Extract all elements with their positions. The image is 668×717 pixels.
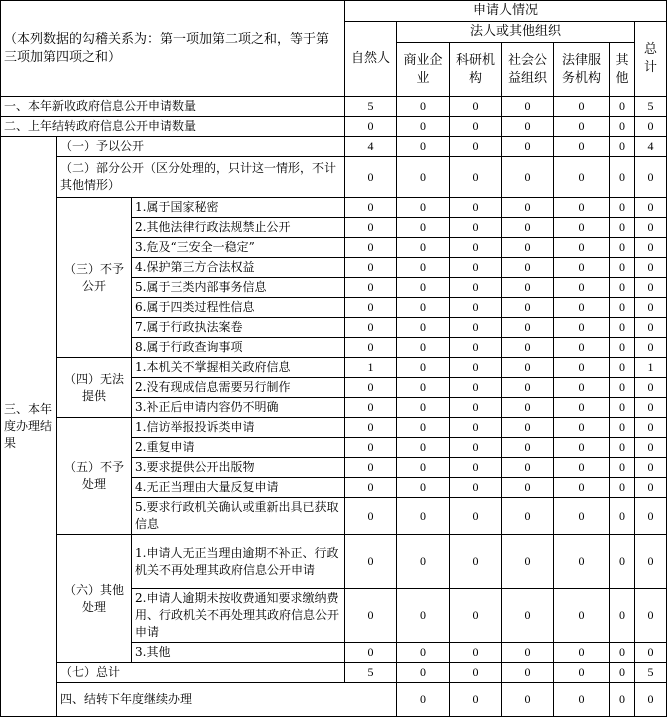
cell-research: 0 xyxy=(450,478,502,498)
cell-legal: 0 xyxy=(554,498,610,535)
cell-social: 0 xyxy=(502,663,554,683)
cell-legal: 0 xyxy=(554,358,610,378)
cell-research: 0 xyxy=(450,298,502,318)
cell-legal: 0 xyxy=(554,157,610,198)
cell-total: 0 xyxy=(635,258,667,278)
cell-other: 0 xyxy=(610,418,635,438)
cell-other: 0 xyxy=(610,535,635,589)
cell-commercial: 0 xyxy=(397,338,450,358)
cell-research: 0 xyxy=(450,398,502,418)
row-label: 2.重复申请 xyxy=(132,438,345,458)
cell-social: 0 xyxy=(502,478,554,498)
cell-natural: 0 xyxy=(345,643,397,663)
table-row xyxy=(1,157,667,198)
cell-legal: 0 xyxy=(554,117,610,137)
cell-total: 4 xyxy=(635,137,667,157)
cell-commercial: 0 xyxy=(397,258,450,278)
cell-legal: 0 xyxy=(554,238,610,258)
cell-commercial: 0 xyxy=(397,238,450,258)
cell-natural: 0 xyxy=(345,589,397,643)
cell-commercial: 0 xyxy=(397,498,450,535)
row-label: 1.属于国家秘密 xyxy=(132,198,345,218)
cell-research: 0 xyxy=(450,438,502,458)
header-total: 总计 xyxy=(635,22,667,97)
cell-other: 0 xyxy=(610,258,635,278)
cell-social: 0 xyxy=(502,97,554,117)
cell-total: 1 xyxy=(635,358,667,378)
cell-commercial: 0 xyxy=(397,278,450,298)
cell-total: 0 xyxy=(635,643,667,663)
cell-social: 0 xyxy=(502,258,554,278)
cell-legal: 0 xyxy=(554,643,610,663)
cell-total: 0 xyxy=(635,278,667,298)
cell-social: 0 xyxy=(502,198,554,218)
cell-natural: 0 xyxy=(345,278,397,298)
cell-other: 0 xyxy=(610,338,635,358)
cell-legal: 0 xyxy=(554,218,610,238)
row-label: 一、本年新收政府信息公开申请数量 xyxy=(1,97,345,117)
cell-legal: 0 xyxy=(554,418,610,438)
cell-commercial: 0 xyxy=(397,318,450,338)
cell-total: 0 xyxy=(635,418,667,438)
cell-other: 0 xyxy=(610,198,635,218)
cell-legal: 0 xyxy=(610,683,635,717)
cell-natural: 0 xyxy=(345,198,397,218)
cell-legal: 0 xyxy=(554,298,610,318)
table-row xyxy=(1,663,667,683)
cell-total: 0 xyxy=(635,318,667,338)
cell-social: 0 xyxy=(502,298,554,318)
table-row xyxy=(1,683,667,717)
row-label: 1.申请人无正当理由逾期不补正、行政机关不再处理其政府信息公开申请 xyxy=(132,535,345,589)
cell-social: 0 xyxy=(502,338,554,358)
cell-research: 0 xyxy=(450,378,502,398)
cell-social: 0 xyxy=(502,589,554,643)
row-label: 5.属于三类内部事务信息 xyxy=(132,278,345,298)
cell-commercial: 0 xyxy=(397,198,450,218)
cell-total: 0 xyxy=(635,438,667,458)
cell-social: 0 xyxy=(502,378,554,398)
cell-commercial: 0 xyxy=(397,643,450,663)
table-note: （本列数据的勾稽关系为：第一项加第二项之和，等于第三项加第四项之和） xyxy=(1,1,345,97)
cell-commercial: 0 xyxy=(397,478,450,498)
group-label-other-processing: （六）其他处理 xyxy=(57,535,132,663)
row-label: 2.申请人逾期未按收费通知要求缴纳费用、行政机关不再处理其政府信息公开申请 xyxy=(132,589,345,643)
cell-legal: 0 xyxy=(554,338,610,358)
cell-other: 0 xyxy=(610,478,635,498)
cell-other: 0 xyxy=(610,663,635,683)
header-research: 科研机构 xyxy=(450,43,502,97)
cell-natural: 0 xyxy=(345,478,397,498)
cell-commercial: 0 xyxy=(397,663,450,683)
cell-social: 0 xyxy=(502,278,554,298)
cell-other: 0 xyxy=(610,398,635,418)
row-label: 1.信访举报投诉类申请 xyxy=(132,418,345,438)
cell-research: 0 xyxy=(450,663,502,683)
header-legal-group: 法人或其他组织 xyxy=(397,22,635,43)
cell-commercial: 0 xyxy=(397,298,450,318)
cell-legal: 0 xyxy=(554,458,610,478)
cell-other: 0 xyxy=(610,498,635,535)
cell-total: 0 xyxy=(635,458,667,478)
group-label-cannot-provide: （四）无法提供 xyxy=(57,358,132,418)
cell-natural: 0 xyxy=(345,298,397,318)
row-label: 2.没有现成信息需要另行制作 xyxy=(132,378,345,398)
cell-research: 0 xyxy=(450,258,502,278)
cell-natural: 0 xyxy=(345,378,397,398)
cell-research: 0 xyxy=(450,458,502,478)
cell-total: 0 xyxy=(635,498,667,535)
cell-natural: 0 xyxy=(345,458,397,478)
cell-social: 0 xyxy=(502,358,554,378)
cell-other: 0 xyxy=(610,378,635,398)
cell-social: 0 xyxy=(502,438,554,458)
cell-commercial: 0 xyxy=(397,398,450,418)
cell-commercial: 0 xyxy=(397,418,450,438)
cell-total: 0 xyxy=(635,589,667,643)
cell-commercial: 0 xyxy=(397,358,450,378)
cell-legal: 0 xyxy=(554,438,610,458)
row-label: 5.要求行政机关确认或重新出具已获取信息 xyxy=(132,498,345,535)
cell-commercial: 0 xyxy=(397,157,450,198)
row-label: 4.保护第三方合法权益 xyxy=(132,258,345,278)
cell-natural: 0 xyxy=(345,218,397,238)
cell-other: 0 xyxy=(610,358,635,378)
cell-commercial: 0 xyxy=(397,117,450,137)
cell-legal: 0 xyxy=(554,278,610,298)
table-row xyxy=(1,97,667,117)
header-other: 其他 xyxy=(610,43,635,97)
cell-total: 0 xyxy=(635,535,667,589)
cell-research: 0 xyxy=(450,535,502,589)
table-row xyxy=(1,117,667,137)
cell-research: 0 xyxy=(450,418,502,438)
cell-social: 0 xyxy=(502,137,554,157)
cell-research: 0 xyxy=(450,198,502,218)
row-label: 1.本机关不掌握相关政府信息 xyxy=(132,358,345,378)
cell-total: 0 xyxy=(635,338,667,358)
cell-other: 0 xyxy=(610,137,635,157)
header-applicant-situation: 申请人情况 xyxy=(345,1,667,22)
cell-natural: 0 xyxy=(345,157,397,198)
cell-social: 0 xyxy=(502,238,554,258)
cell-natural: 0 xyxy=(345,258,397,278)
cell-natural: 0 xyxy=(345,498,397,535)
cell-social: 0 xyxy=(502,458,554,478)
header-natural-person: 自然人 xyxy=(345,22,397,97)
cell-legal: 0 xyxy=(554,378,610,398)
header-legal-service: 法律服务机构 xyxy=(554,43,610,97)
row-label: 3.危及“三安全一稳定” xyxy=(132,238,345,258)
row-label: （一）予以公开 xyxy=(57,137,345,157)
cell-commercial: 0 xyxy=(397,97,450,117)
cell-legal: 0 xyxy=(554,398,610,418)
cell-total: 0 xyxy=(635,298,667,318)
cell-research: 0 xyxy=(450,157,502,198)
cell-natural: 5 xyxy=(345,97,397,117)
cell-other: 0 xyxy=(610,278,635,298)
cell-natural: 0 xyxy=(345,318,397,338)
header-social-welfare: 社会公益组织 xyxy=(502,43,554,97)
cell-legal: 0 xyxy=(554,535,610,589)
cell-research: 0 xyxy=(450,238,502,258)
cell-commercial: 0 xyxy=(397,535,450,589)
table-row xyxy=(1,198,667,218)
row-label: 2.其他法律行政法规禁止公开 xyxy=(132,218,345,238)
group-label-not-disclosed: （三）不予公开 xyxy=(57,198,132,358)
cell-other: 0 xyxy=(610,157,635,198)
cell-other: 0 xyxy=(610,298,635,318)
cell-total: 0 xyxy=(635,238,667,258)
cell-commercial: 0 xyxy=(397,589,450,643)
cell-social: 0 xyxy=(502,318,554,338)
cell-other: 0 xyxy=(610,97,635,117)
cell-research: 0 xyxy=(450,278,502,298)
cell-commercial: 0 xyxy=(397,137,450,157)
cell-research: 0 xyxy=(502,683,554,717)
row-label: 二、上年结转政府信息公开申请数量 xyxy=(1,117,345,137)
cell-legal: 0 xyxy=(554,97,610,117)
cell-research: 0 xyxy=(450,117,502,137)
cell-legal: 0 xyxy=(554,318,610,338)
cell-social: 0 xyxy=(502,535,554,589)
cell-social: 0 xyxy=(502,157,554,198)
cell-research: 0 xyxy=(450,358,502,378)
cell-natural: 0 xyxy=(397,683,450,717)
table-row xyxy=(1,358,667,378)
cell-natural: 0 xyxy=(345,438,397,458)
row-label: 6.属于四类过程性信息 xyxy=(132,298,345,318)
cell-natural: 1 xyxy=(345,358,397,378)
cell-commercial: 0 xyxy=(397,438,450,458)
cell-research: 0 xyxy=(450,218,502,238)
row-label: 3.要求提供公开出版物 xyxy=(132,458,345,478)
cell-research: 0 xyxy=(450,498,502,535)
cell-other: 0 xyxy=(610,218,635,238)
cell-other: 0 xyxy=(610,643,635,663)
cell-research: 0 xyxy=(450,97,502,117)
table-row xyxy=(1,535,667,589)
cell-legal: 0 xyxy=(554,137,610,157)
cell-commercial: 0 xyxy=(397,218,450,238)
cell-other: 0 xyxy=(610,318,635,338)
cell-natural: 0 xyxy=(345,535,397,589)
cell-research: 0 xyxy=(450,338,502,358)
cell-social: 0 xyxy=(502,498,554,535)
group-label-not-processed: （五）不予处理 xyxy=(57,418,132,535)
cell-commercial: 0 xyxy=(397,458,450,478)
header-commercial: 商业企业 xyxy=(397,43,450,97)
cell-research: 0 xyxy=(450,589,502,643)
cell-natural: 0 xyxy=(345,338,397,358)
cell-research: 0 xyxy=(450,643,502,663)
cell-natural: 0 xyxy=(345,398,397,418)
cell-social: 0 xyxy=(502,418,554,438)
cell-social: 0 xyxy=(502,398,554,418)
cell-total: 0 xyxy=(635,198,667,218)
cell-legal: 0 xyxy=(554,198,610,218)
cell-natural: 0 xyxy=(345,418,397,438)
cell-social: 0 xyxy=(502,643,554,663)
row-label: 4.无正当理由大量反复申请 xyxy=(132,478,345,498)
row-label: （二）部分公开（区分处理的，只计这一情形，不计其他情形） xyxy=(57,157,345,198)
cell-other: 0 xyxy=(610,438,635,458)
row-label: 7.属于行政执法案卷 xyxy=(132,318,345,338)
cell-total: 0 xyxy=(635,157,667,198)
cell-legal: 0 xyxy=(554,589,610,643)
cell-social: 0 xyxy=(502,117,554,137)
cell-other: 0 xyxy=(635,683,667,717)
cell-total: 5 xyxy=(635,663,667,683)
cell-total: 0 xyxy=(635,398,667,418)
row-label: （七）总计 xyxy=(57,663,345,683)
cell-legal: 0 xyxy=(554,663,610,683)
cell-total: 0 xyxy=(635,478,667,498)
cell-total: 0 xyxy=(635,117,667,137)
row-label: 3.其他 xyxy=(132,643,345,663)
cell-other: 0 xyxy=(610,589,635,643)
cell-total: 0 xyxy=(635,378,667,398)
cell-social: 0 xyxy=(554,683,610,717)
cell-natural: 0 xyxy=(345,238,397,258)
table-row xyxy=(1,418,667,438)
cell-other: 0 xyxy=(610,117,635,137)
cell-natural: 4 xyxy=(345,137,397,157)
cell-commercial: 0 xyxy=(397,378,450,398)
section-three-label: 三、本年度办理结果 xyxy=(1,137,57,717)
cell-research: 0 xyxy=(450,137,502,157)
table-row xyxy=(1,137,667,157)
cell-other: 0 xyxy=(610,238,635,258)
row-label: 四、结转下年度继续办理 xyxy=(57,683,397,717)
cell-natural: 5 xyxy=(345,663,397,683)
cell-research: 0 xyxy=(450,318,502,338)
row-label: 8.属于行政查询事项 xyxy=(132,338,345,358)
cell-social: 0 xyxy=(502,218,554,238)
cell-other: 0 xyxy=(610,458,635,478)
cell-legal: 0 xyxy=(554,478,610,498)
row-label: 3.补正后申请内容仍不明确 xyxy=(132,398,345,418)
cell-legal: 0 xyxy=(554,258,610,278)
cell-natural: 0 xyxy=(345,117,397,137)
cell-total: 5 xyxy=(635,97,667,117)
cell-commercial: 0 xyxy=(450,683,502,717)
cell-total: 0 xyxy=(635,218,667,238)
